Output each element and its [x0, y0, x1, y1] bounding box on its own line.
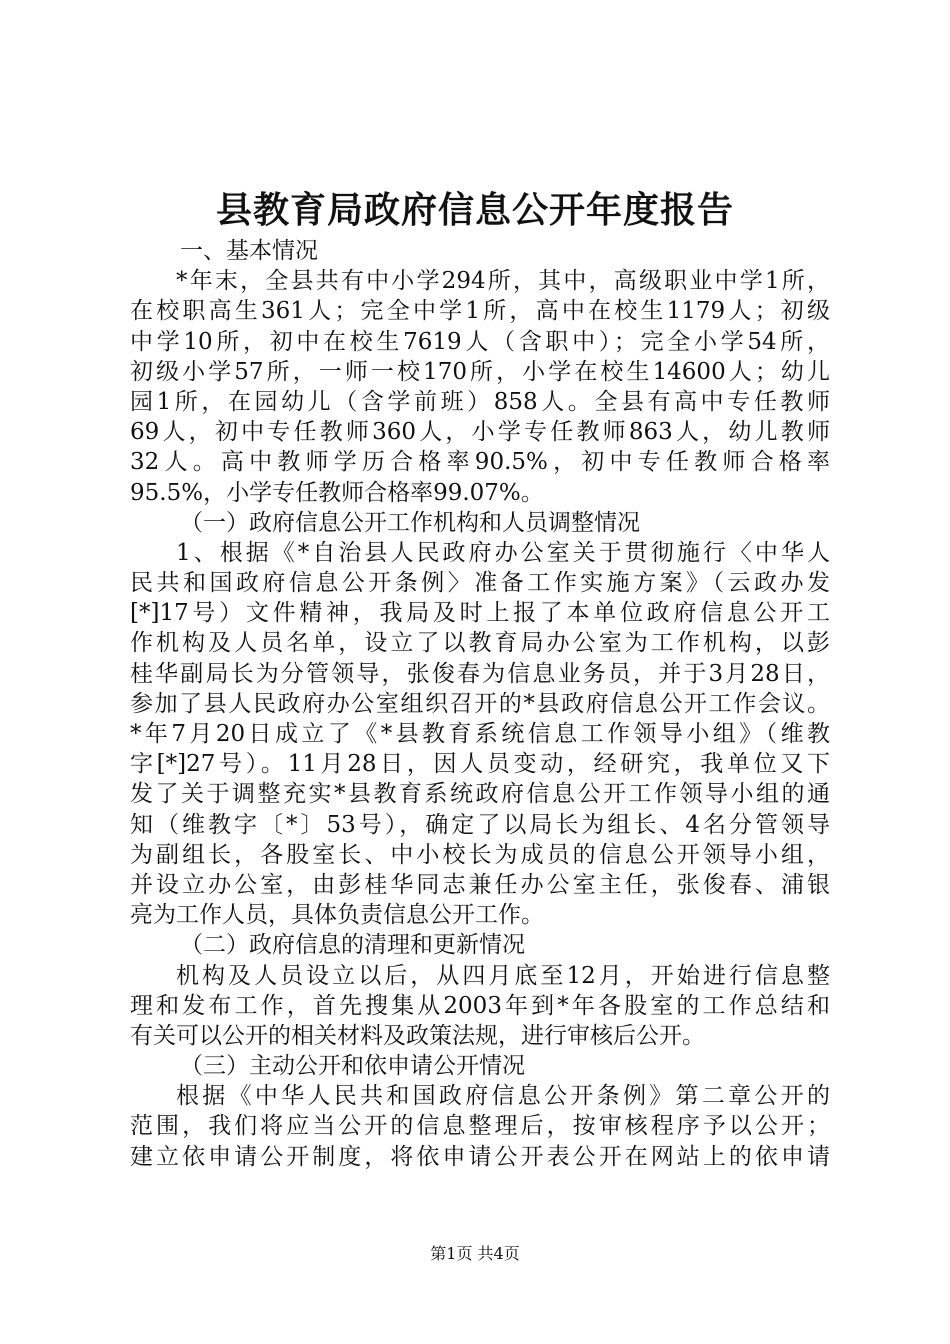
paragraph-line: 并设立办公室，由彭桂华同志兼任办公室主任，张俊春、浦银	[130, 871, 830, 898]
paragraph-line: 中学10所，初中在校生7619人（含职中）；完全小学54所，	[130, 328, 830, 355]
paragraph-line: *年末，全县共有中小学294所，其中，高级职业中学1所，	[176, 268, 830, 295]
paragraph-line: 范围，我们将应当公开的信息整理后，按审核程序予以公开；	[130, 1113, 830, 1140]
subsection-heading: （三）主动公开和依申请公开情况	[180, 1053, 525, 1080]
subsection-heading: （一）政府信息公开工作机构和人员调整情况	[180, 509, 640, 536]
paragraph-line: 1、根据《*自治县人民政府办公室关于贯彻施行〈中华人	[176, 539, 830, 566]
paragraph-line: 建立依申请公开制度，将依申请公开表公开在网站上的依申请	[130, 1143, 830, 1170]
page-number-footer: 第1页 共4页	[430, 1244, 520, 1263]
document-body	[130, 236, 830, 1172]
paragraph-line: 32人。高中教师学历合格率90.5%，初中专任教师合格率	[130, 449, 830, 476]
paragraph-line: 发了关于调整充实*县教育系统政府信息公开工作领导小组的通	[130, 781, 830, 808]
paragraph-line: 参加了县人民政府办公室组织召开的*县政府信息公开工作会议。	[130, 690, 830, 717]
paragraph-line: 初级小学57所，一师一校170所，小学在校生14600人；幼儿	[130, 358, 830, 385]
paragraph-line: 为副组长，各股室长、中小校长为成员的信息公开领导小组，	[130, 841, 830, 868]
paragraph-line: 95.5%，小学专任教师合格率99.07%。	[130, 479, 544, 506]
paragraph-line: 桂华副局长为分管领导，张俊春为信息业务员，并于3月28日，	[130, 660, 830, 687]
paragraph-line: 根据《中华人民共和国政府信息公开条例》第二章公开的	[176, 1083, 830, 1110]
paragraph-line: 作机构及人员名单，设立了以教育局办公室为工作机构，以彭	[130, 630, 830, 657]
paragraph-line: *年7月20日成立了《*县教育系统信息工作领导小组》（维教	[130, 721, 830, 747]
subsection-heading: （二）政府信息的清理和更新情况	[180, 932, 525, 959]
paragraph-line: 字[*]27号）。11月28日，因人员变动，经研究，我单位又下	[130, 751, 830, 778]
paragraph-line: 园1所，在园幼儿（含学前班）858人。全县有高中专任教师	[130, 388, 830, 415]
paragraph-line: 理和发布工作，首先搜集从2003年到*年各股室的工作总结和	[130, 992, 830, 1019]
paragraph-line: 有关可以公开的相关材料及政策法规，进行审核后公开。	[130, 1022, 705, 1049]
paragraph-line: 在校职高生361人；完全中学1所，高中在校生1179人；初级	[130, 298, 830, 325]
section-heading-basic: 一、基本情况	[180, 238, 318, 264]
paragraph-line: 机构及人员设立以后，从四月底至12月，开始进行信息整	[176, 962, 830, 989]
paragraph-line: 亮为工作人员，具体负责信息公开工作。	[130, 902, 544, 929]
paragraph-line: 民共和国政府信息公开条例〉准备工作实施方案》（云政办发	[130, 570, 830, 597]
paragraph-line: 69人，初中专任教师360人，小学专任教师863人，幼儿教师	[130, 419, 830, 446]
paragraph-line: 知（维教字〔*〕53号），确定了以局长为组长、4名分管领导	[130, 811, 830, 838]
document-title: 县教育局政府信息公开年度报告	[215, 189, 734, 231]
paragraph-line: [*]17号）文件精神，我局及时上报了本单位政府信息公开工	[130, 600, 830, 627]
